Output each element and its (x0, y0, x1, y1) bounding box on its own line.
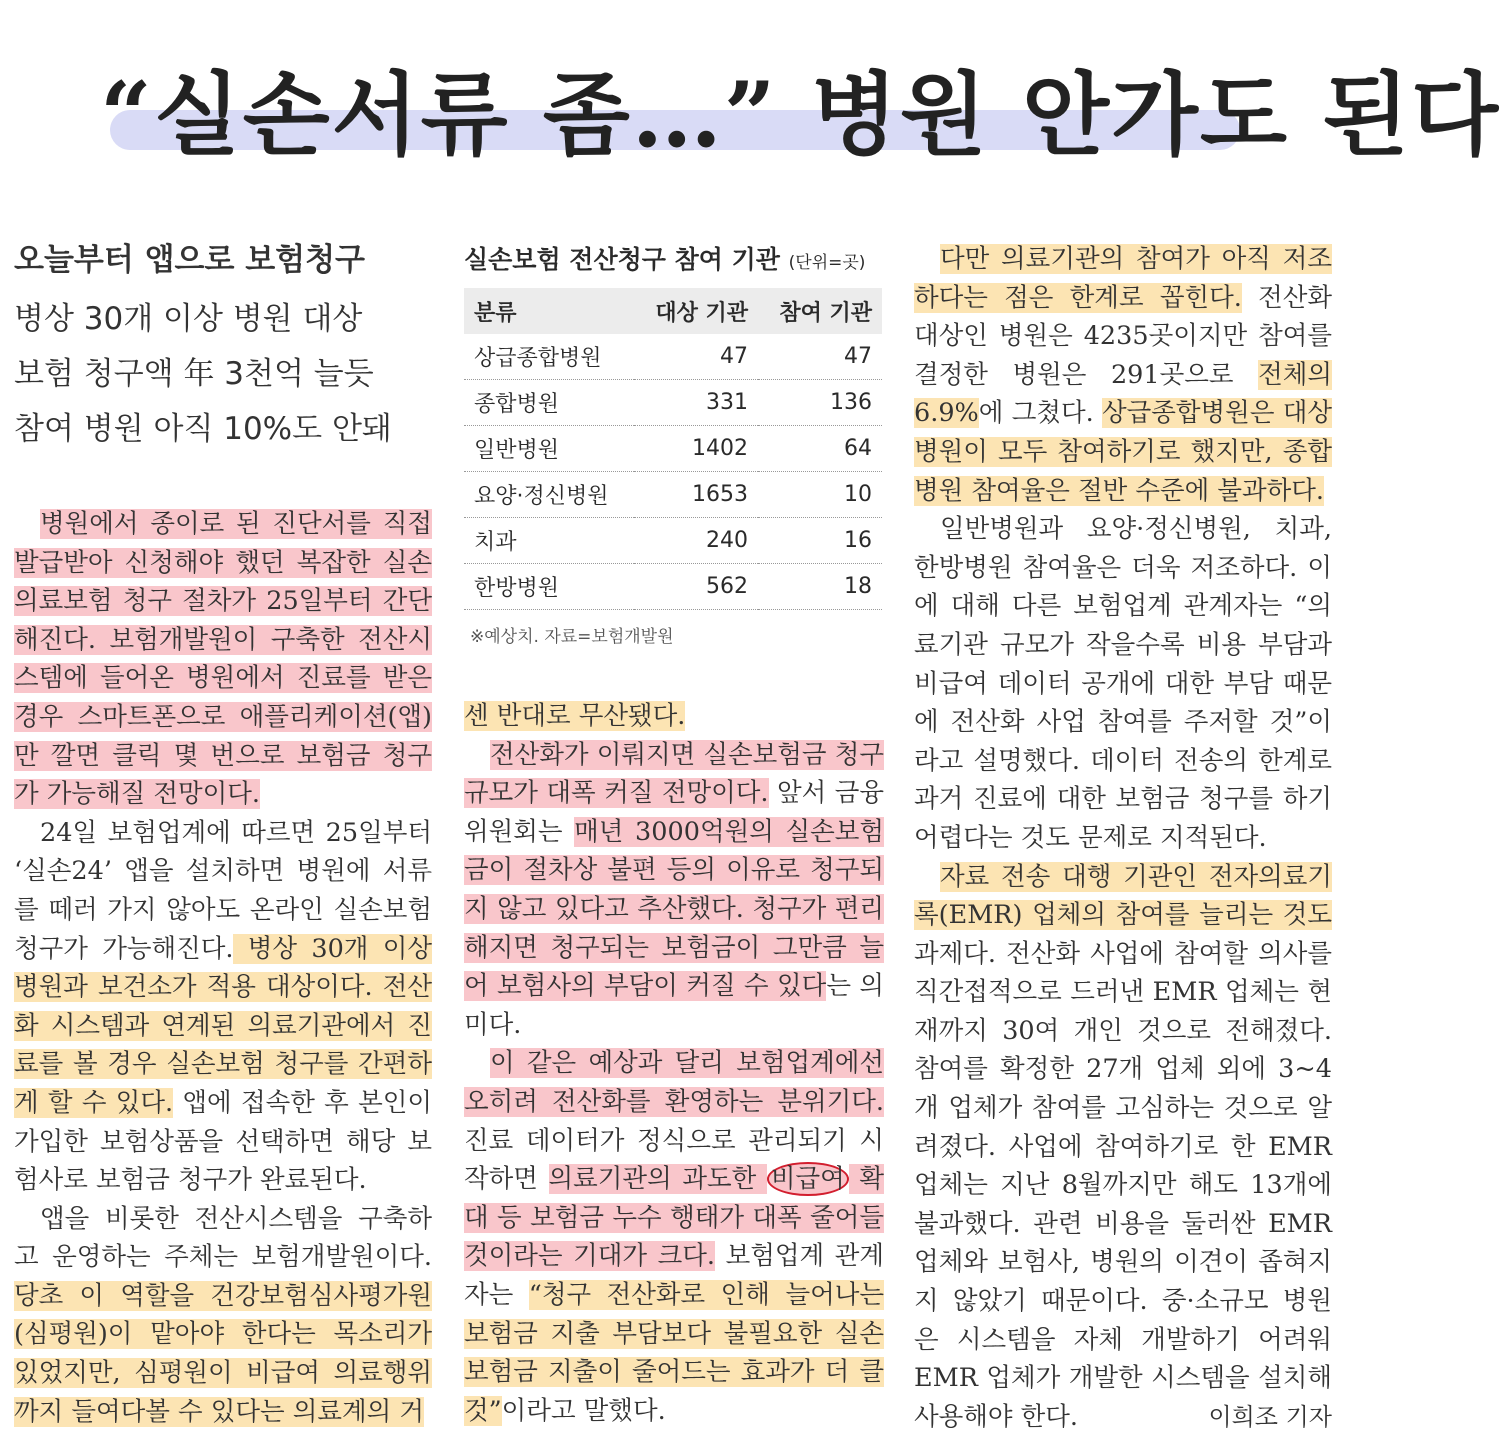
cell: 240 (634, 518, 758, 564)
cell: 16 (758, 518, 882, 564)
column-3 (914, 240, 1332, 1437)
header-category: 분류 (464, 288, 634, 334)
text: 앱에 접속한 후 본인이 가입한 보험상품을 선택하면 해당 보험사로 보험금 청구가 완료된다. (14, 1087, 432, 1196)
cell: 종합병원 (464, 380, 634, 426)
highlight-pink: 보험개발원이 구축한 전산시스템에 들어온 병원에서 진료를 받은 경우 스마트폰으로 애플리케이션(앱)만 깔면 클릭 몇 번으로 보험금 청구가 가능해질 전망이다. (14, 624, 432, 810)
cell: 331 (634, 380, 758, 426)
subhead-1: 오늘부터 앱으로 보험청구 (14, 242, 365, 278)
cell: 1653 (634, 472, 758, 518)
cell: 1402 (634, 426, 758, 472)
paragraph (14, 814, 432, 1200)
paragraph: 일반병원과 요양·정신병원, 치과, 한방병원 참여율은 더욱 저조하다. 이에 대해 다른 보험업계 관계자는 “의료기관 규모가 작을수록 비용 부담과 비급여 데이터 공개에 대한 부담 때문에 전산화 사업 참여를 주저할 것”이라고 설명했다. 데이터 전송의 한계로 과거 진료에 대한 보험금 청구를 하기 어렵다는 것도 문제로 지적된다. (914, 514, 1332, 853)
highlight-pink: 매년 3000억원의 실손보험금이 절차상 불편 등의 이유로 청구되지 않고 있다고 추산했다. 청구가 편리해지면 청구되는 보험금이 그만큼 늘어 보험사의 부담이 커질 수 있다 (464, 816, 884, 1002)
highlight-yellow: 자료 전송 대행 기관인 전자의료기록(EMR) 업체의 참여를 늘리는 것도 (914, 861, 1332, 931)
highlight-yellow: 상급종합병원은 대상 병원이 모두 참여하기로 했지만, 종합병원 참여율은 절반 수준에 불과하다. (914, 398, 1332, 506)
paragraph (914, 858, 1332, 1437)
highlight-pink: 확대 등 보험금 누수 행태가 대폭 줄어들 것이라는 기대가 크다. (464, 1164, 885, 1272)
column-1 (14, 240, 432, 1431)
cell: 치과 (464, 518, 634, 564)
cell: 10 (758, 472, 882, 518)
table-title (464, 240, 884, 276)
cell: 18 (758, 564, 882, 610)
subhead-2: 병상 30개 이상 병원 대상 (14, 301, 363, 337)
paragraph (464, 1044, 884, 1430)
highlight-pink: 이 같은 예상과 달리 보험업계에선 오히려 전산화를 환영하는 분위기다. (464, 1048, 884, 1117)
highlight-yellow: 센 반대로 무산됐다. (464, 701, 686, 731)
text: 앞서 금융위원회는 (464, 778, 885, 847)
cell: 한방병원 (464, 564, 634, 610)
table-row (464, 426, 882, 472)
table-title-text: 실손보험 전산청구 참여 기관 (464, 245, 780, 274)
header-participating: 참여 기관 (758, 288, 882, 334)
cell: 일반병원 (464, 426, 634, 472)
table-row (464, 334, 882, 380)
cell: 64 (758, 426, 882, 472)
highlight-yellow: 다만 의료기관의 참여가 아직 저조하다는 점은 한계로 꼽힌다. (914, 244, 1332, 313)
cell: 47 (758, 334, 882, 380)
column-3-body (914, 240, 1332, 1437)
table-row (464, 472, 882, 518)
highlight-pink: 병원에서 종이로 된 진단서를 직접 발급받아 신청해야 했던 복잡한 실손의료보험 청구 절차가 25일부터 간단해진다. (14, 509, 432, 655)
highlight-yellow: 전체의 6.9% (914, 359, 1332, 429)
text: 이라고 말했다. (501, 1395, 666, 1426)
text: 24일 보험업계에 따르면 25일부터 ‘실손24’ 앱을 설치하면 병원에 서류를 떼러 가지 않아도 온라인 실손보험 청구가 가능해진다. (14, 817, 432, 964)
highlight-yellow: 당초 이 역할을 건강보험심사평가원(심평원)이 맡아야 한다는 목소리가 있었지만, 심평원이 비급여 의료행위까지 들여다볼 수 있다는 의료계의 거 (14, 1280, 432, 1427)
table-row (464, 564, 882, 610)
column-2-body (464, 697, 884, 1430)
subhead-4: 참여 병원 아직 10%도 안돼 (14, 411, 392, 447)
header-target: 대상 기관 (634, 288, 758, 334)
byline: 이희조 기자 (1208, 1403, 1332, 1432)
table-unit: (단위=곳) (788, 253, 866, 273)
participation-table (464, 288, 882, 610)
highlight-pink: 의료기관의 과도한 (548, 1164, 767, 1195)
table-note: ※예상치. 자료=보험개발원 (470, 627, 674, 647)
circled-term: 비급여 (767, 1162, 849, 1196)
table-row (464, 380, 882, 426)
paragraph (464, 697, 884, 736)
subhead-3: 보험 청구액 年 3천억 늘듯 (14, 356, 374, 392)
cell: 47 (634, 334, 758, 380)
paragraph (914, 240, 1332, 510)
cell: 상급종합병원 (464, 334, 634, 380)
text: 보험업계 관계자는 (464, 1241, 884, 1310)
headline-text: “실손서류 좀…” 병원 안가도 된다 (100, 62, 1500, 168)
headline (100, 60, 1500, 180)
text: 에 그쳤다. (978, 398, 1103, 429)
cell: 562 (634, 564, 758, 610)
paragraph (14, 1200, 432, 1432)
text: 앱을 비롯한 전산시스템을 구축하고 운영하는 주체는 보험개발원이다. (14, 1203, 432, 1273)
cell: 136 (758, 380, 882, 426)
text: 진료 데이터가 정식으로 관리되기 시작하면 (464, 1125, 884, 1195)
column-1-body (14, 505, 432, 1431)
paragraph (464, 736, 884, 1045)
table-row (464, 518, 882, 564)
text: 는 의미다. (464, 971, 884, 1040)
text: 과제다. 전산화 사업에 참여할 의사를 직간접적으로 드러낸 EMR 업체는 현재까지 30여 개인 것으로 전해졌다. 참여를 확정한 27개 업체 외에 3~4개 업체가 참여를 고심하는 것으로 알려졌다. 사업에 참여하기로 한 EMR 업체는 지난 8월까지만 해도 13개에 불과했다. 관련 비용을 둘러싼 EMR 업체와 보험사, 병원의 이견이 좁혀지지 않았기 때문이다. 중·소규모 병원은 시스템을 자체 개발하기 어려워 EMR 업체가 개발한 시스템을 설치해 사용해야 한다. (914, 938, 1332, 1432)
highlight-yellow: “청구 전산화로 인해 늘어나는 보험금 지출 부담보다 불필요한 실손보험금 지출이 줄어드는 효과가 더 클 것” (464, 1279, 885, 1426)
cell: 요양·정신병원 (464, 472, 634, 518)
table-header-row (464, 288, 882, 334)
text: 전산화 대상인 병원은 4235곳이지만 참여를 결정한 병원은 291곳으로 (914, 282, 1332, 390)
paragraph (14, 505, 432, 814)
highlight-yellow: 병상 30개 이상 병원과 보건소가 적용 대상이다. 전산화 시스템과 연계된 의료기관에서 진료를 볼 경우 실손보험 청구를 간편하게 할 수 있다. (14, 933, 433, 1118)
column-2 (464, 240, 884, 1430)
highlight-pink: 전산화가 이뤄지면 실손보험금 청구 규모가 대폭 커질 전망이다. (464, 739, 884, 809)
